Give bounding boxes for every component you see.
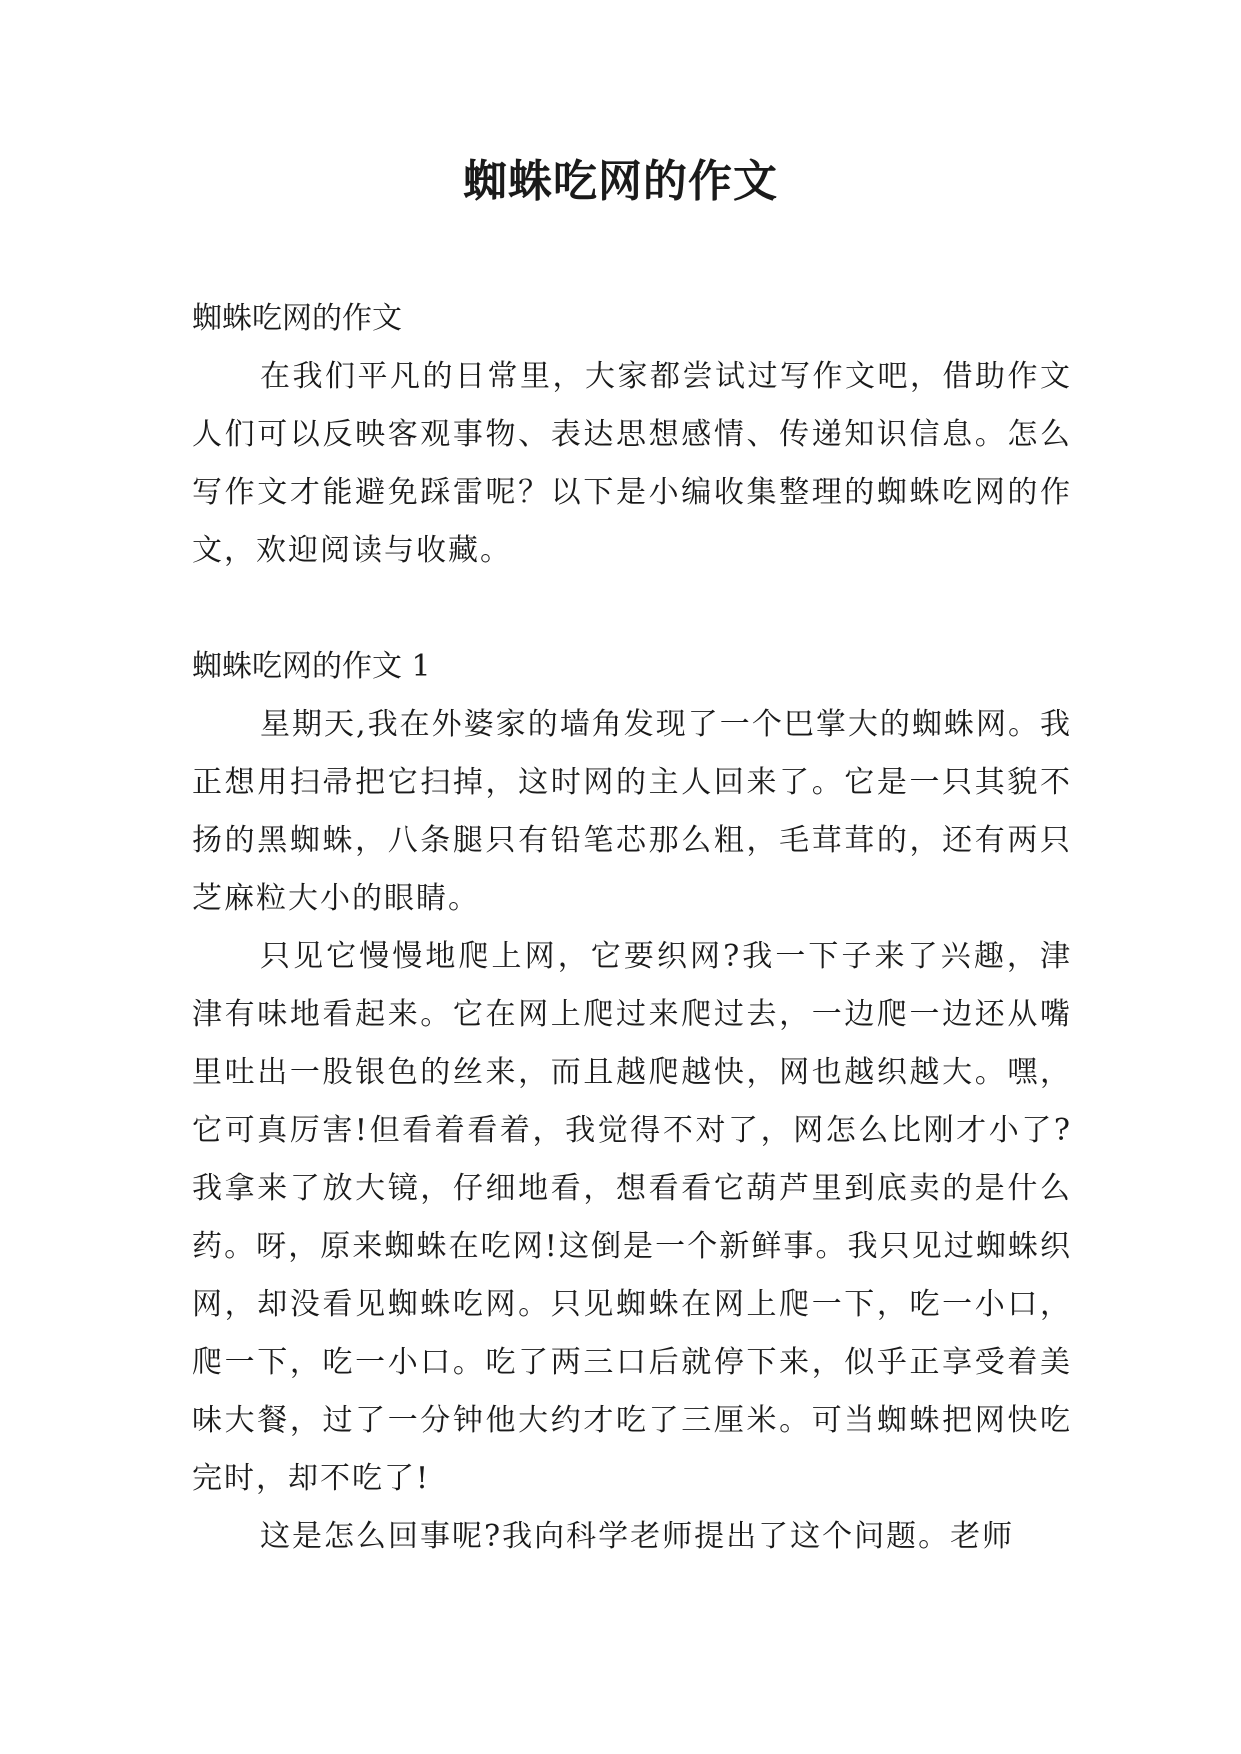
intro-paragraph: 在我们平凡的日常里，大家都尝试过写作文吧，借助作文人们可以反映客观事物、表达思想感情、传递知识信息。怎么写作文才能避免踩雷呢？以下是小编收集整理的蜘蛛吃网的作文，欢迎阅读与收藏。	[192, 359, 1072, 568]
section-heading: 蜘蛛吃网的作文 1	[192, 649, 431, 684]
section-spacer	[192, 580, 1072, 638]
body-paragraph: 星期天,我在外婆家的墙角发现了一个巴掌大的蜘蛛网。我正想用扫帚把它扫掉，这时网的主人回来了。它是一只其貌不扬的黑蜘蛛，八条腿只有铅笔芯那么粗，毛茸茸的，还有两只芝麻粒大小的眼睛。	[192, 707, 1072, 916]
document-body	[192, 290, 1072, 1566]
body-paragraph: 只见它慢慢地爬上网，它要织网?我一下子来了兴趣，津津有味地看起来。它在网上爬过来爬过去，一边爬一边还从嘴里吐出一股银色的丝来，而且越爬越快，网也越织越大。嘿，它可真厉害!但看着看着，我觉得不对了，网怎么比刚才小了?我拿来了放大镜，仔细地看，想看看它葫芦里到底卖的是什么药。呀，原来蜘蛛在吃网!这倒是一个新鲜事。我只见过蜘蛛织网，却没看见蜘蛛吃网。只见蜘蛛在网上爬一下，吃一小口，爬一下，吃一小口。吃了两三口后就停下来，似乎正享受着美味大餐，过了一分钟他大约才吃了三厘米。可当蜘蛛把网快吃完时，却不吃了!	[192, 939, 1072, 1496]
article-subtitle: 蜘蛛吃网的作文	[192, 301, 402, 336]
document-title: 蜘蛛吃网的作文	[463, 156, 778, 207]
body-paragraph: 这是怎么回事呢?我向科学老师提出了这个问题。老师	[260, 1519, 1015, 1554]
